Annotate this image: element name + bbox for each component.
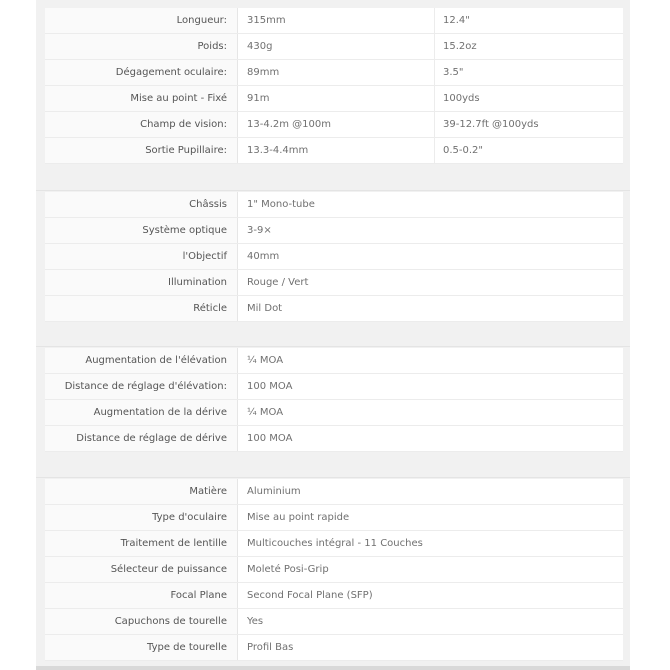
spec-imperial-value: 15.2oz (435, 34, 623, 59)
spec-value: Mil Dot (238, 296, 623, 321)
spec-value: Rouge / Vert (238, 270, 623, 295)
spec-row (45, 8, 623, 34)
section-divider (36, 477, 630, 478)
spec-label: Matière (45, 479, 238, 504)
spec-value: ¼ MOA (238, 400, 623, 425)
spec-value: 100 MOA (238, 374, 623, 399)
spec-imperial-value: 0.5-0.2" (435, 138, 623, 163)
spec-label: l'Objectif (45, 244, 238, 269)
spec-metric-value: 315mm (238, 8, 435, 33)
spec-label: Traitement de lentille (45, 531, 238, 556)
spec-value: 100 MOA (238, 426, 623, 451)
spec-row (45, 112, 623, 138)
spec-row (45, 426, 623, 452)
spec-label: Réticle (45, 296, 238, 321)
spec-label: Système optique (45, 218, 238, 243)
spec-label: Châssis (45, 192, 238, 217)
spec-metric-value: 13-4.2m @100m (238, 112, 435, 137)
specs-table-dimensions (45, 8, 623, 164)
spec-row (45, 479, 623, 505)
spec-metric-value: 430g (238, 34, 435, 59)
spec-label: Augmentation de la dérive (45, 400, 238, 425)
specs-table-adjustments (45, 348, 623, 452)
spec-imperial-value: 100yds (435, 86, 623, 111)
spec-value: ¼ MOA (238, 348, 623, 373)
spec-value: Moleté Posi-Grip (238, 557, 623, 582)
spec-value: Profil Bas (238, 635, 623, 660)
spec-value: Mise au point rapide (238, 505, 623, 530)
spec-row (45, 138, 623, 164)
spec-label: Focal Plane (45, 583, 238, 608)
spec-label: Poids: (45, 34, 238, 59)
spec-row (45, 374, 623, 400)
section-divider (36, 190, 630, 191)
spec-row (45, 192, 623, 218)
spec-row (45, 557, 623, 583)
spec-imperial-value: 12.4" (435, 8, 623, 33)
bottom-border (36, 666, 630, 670)
spec-row (45, 635, 623, 661)
spec-row (45, 218, 623, 244)
spec-row (45, 583, 623, 609)
spec-row (45, 296, 623, 322)
spec-label: Type d'oculaire (45, 505, 238, 530)
spec-label: Type de tourelle (45, 635, 238, 660)
spec-metric-value: 13.3-4.4mm (238, 138, 435, 163)
spec-label: Capuchons de tourelle (45, 609, 238, 634)
spec-row (45, 400, 623, 426)
spec-row (45, 348, 623, 374)
spec-label: Illumination (45, 270, 238, 295)
spec-label: Distance de réglage d'élévation: (45, 374, 238, 399)
spec-value: Multicouches intégral - 11 Couches (238, 531, 623, 556)
section-divider (36, 346, 630, 347)
spec-row (45, 609, 623, 635)
spec-metric-value: 89mm (238, 60, 435, 85)
spec-row (45, 86, 623, 112)
spec-value: 40mm (238, 244, 623, 269)
spec-row (45, 270, 623, 296)
spec-metric-value: 91m (238, 86, 435, 111)
spec-label: Distance de réglage de dérive (45, 426, 238, 451)
specs-panel (36, 0, 630, 670)
spec-value: Second Focal Plane (SFP) (238, 583, 623, 608)
spec-row (45, 531, 623, 557)
spec-label: Champ de vision: (45, 112, 238, 137)
spec-label: Mise au point - Fixé (45, 86, 238, 111)
spec-value: 1" Mono-tube (238, 192, 623, 217)
spec-row (45, 505, 623, 531)
spec-label: Sortie Pupillaire: (45, 138, 238, 163)
specs-table-construction (45, 479, 623, 661)
spec-row (45, 244, 623, 270)
spec-value: Aluminium (238, 479, 623, 504)
spec-row (45, 60, 623, 86)
spec-label: Sélecteur de puissance (45, 557, 238, 582)
spec-value: 3-9× (238, 218, 623, 243)
spec-imperial-value: 39-12.7ft @100yds (435, 112, 623, 137)
spec-row (45, 34, 623, 60)
spec-value: Yes (238, 609, 623, 634)
spec-label: Augmentation de l'élévation (45, 348, 238, 373)
spec-label: Dégagement oculaire: (45, 60, 238, 85)
spec-imperial-value: 3.5" (435, 60, 623, 85)
spec-label: Longueur: (45, 8, 238, 33)
specs-table-optics (45, 192, 623, 322)
